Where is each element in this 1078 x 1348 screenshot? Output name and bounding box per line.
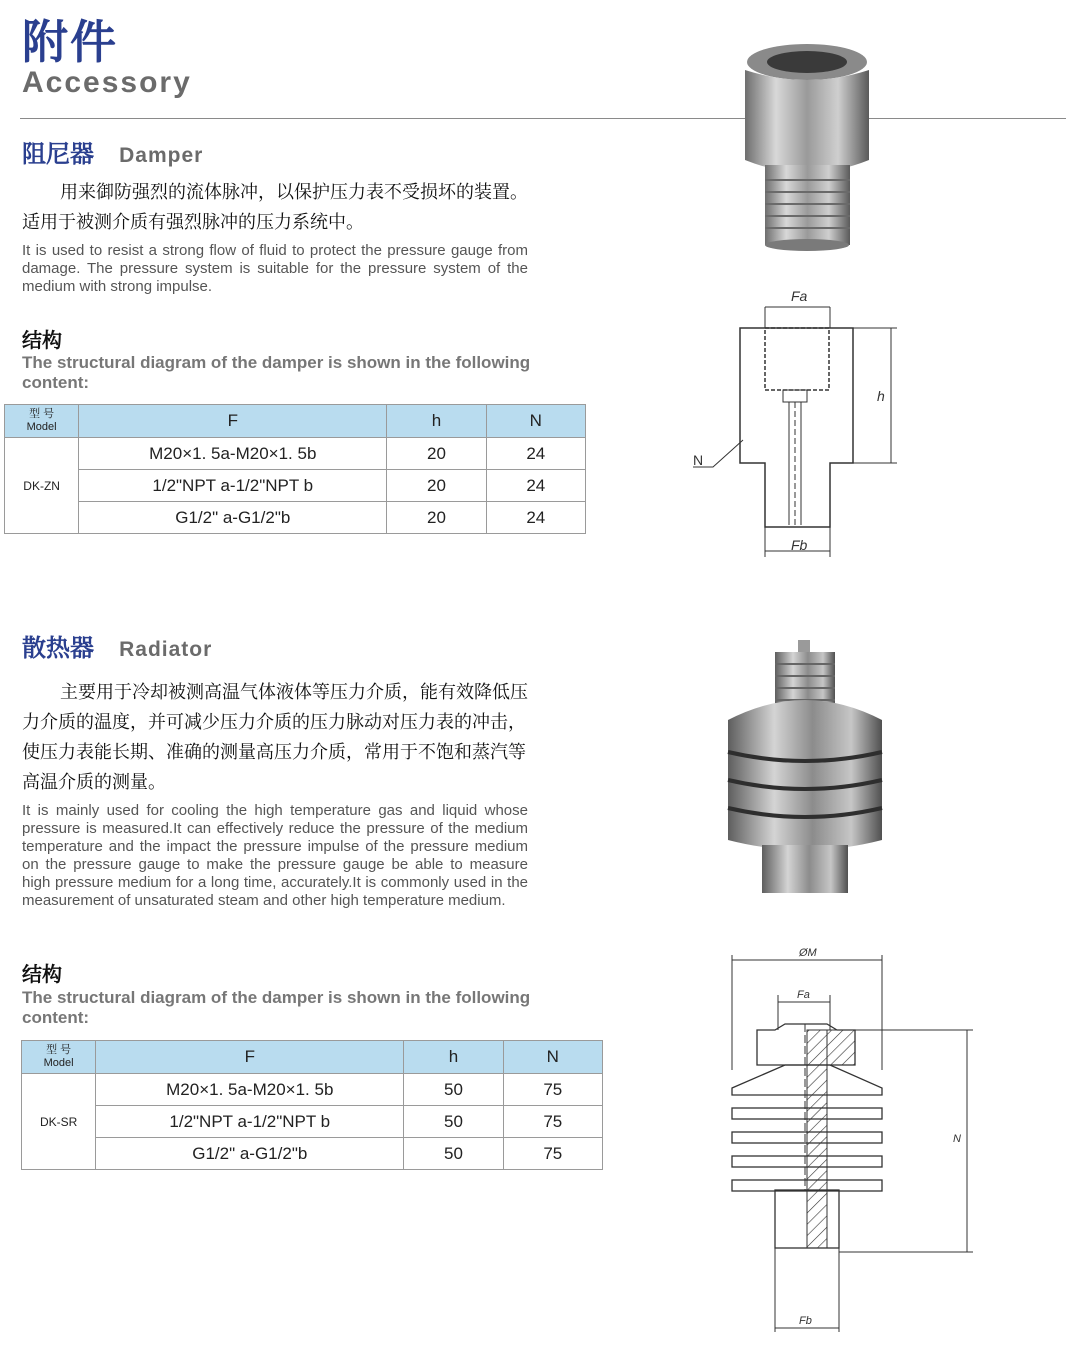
h-cell: 20 [387,470,486,502]
radiator-title-cn: 散热器 [22,634,94,662]
radiator-diagram [695,940,985,1335]
radiator-desc-en: It is mainly used for cooling the high temperature gas and liquid whose pressure is measured.It can effectively reduce the pressure of the medium temperature and the impact the pressure impulse of the pressure medium on the pressure gauge to make the pressure gauge be able to measure high pressure medium for a long time, accurately.It is commonly used in the measurement of unsaturated steam and other high temperature medium. [22,802,528,909]
model-header [5,405,79,438]
h-cell: 20 [387,438,486,470]
header-divider [20,118,1066,119]
n-header: N [486,405,585,438]
model-cell: DK-ZN [5,438,79,534]
f-cell: 1/2"NPT a-1/2"NPT b [79,470,387,502]
radiator-photo [720,640,890,895]
diagram-label-h: h [877,388,885,404]
table-row [22,1074,603,1106]
h-cell: 50 [404,1106,503,1138]
diagram-label-om: ØM [799,947,817,959]
model-header-cn: 型 号 [46,1044,72,1056]
h-header: h [404,1041,503,1074]
n-cell: 75 [503,1106,602,1138]
model-header-en: Model [26,421,57,433]
damper-title-cn: 阻尼器 [22,140,94,168]
f-cell: G1/2" a-G1/2"b [96,1138,404,1170]
diagram-label-fb: Fb [791,537,808,553]
radiator-heading [22,628,212,663]
h-header: h [387,405,486,438]
n-cell: 24 [486,470,585,502]
damper-spec-table [4,404,586,534]
h-cell: 50 [404,1074,503,1106]
damper-title-en: Damper [119,144,204,167]
h-cell: 20 [387,502,486,534]
table-row [5,470,586,502]
table-header-row [22,1041,603,1074]
n-cell: 75 [503,1138,602,1170]
diagram-label-fa: Fa [791,288,808,304]
damper-desc-en: It is used to resist a strong flow of fluid to protect the pressure gauge from damage. The pressure system is suitable for the pressure system of the medium with strong impulse. [22,242,528,295]
page-title-en: Accessory [22,66,192,99]
diagram-label-n: N [693,452,704,468]
radiator-title-en: Radiator [119,638,213,661]
page-title-cn: 附件 [22,15,118,69]
model-header [22,1041,96,1074]
f-cell: G1/2" a-G1/2"b [79,502,387,534]
n-header: N [503,1041,602,1074]
f-cell: M20×1. 5a-M20×1. 5b [96,1074,404,1106]
model-header-cn: 型 号 [29,408,55,420]
radiator-spec-table [21,1040,603,1170]
diagram-label-n: N [953,1133,961,1145]
radiator-structure-title: 结构 [22,962,62,986]
diagram-label-fa: Fa [797,989,810,1001]
damper-structure-title: 结构 [22,328,62,352]
table-header-row [5,405,586,438]
f-cell: M20×1. 5a-M20×1. 5b [79,438,387,470]
table-row [22,1106,603,1138]
f-cell: 1/2"NPT a-1/2"NPT b [96,1106,404,1138]
damper-desc-cn: 用来御防强烈的流体脉冲，以保护压力表不受损坏的装置。 适用于被测介质有强烈脉冲的压力系统中。 [22,182,528,233]
damper-photo [735,40,880,252]
damper-structure-desc: The structural diagram of the damper is shown in the following content: [22,353,531,392]
table-row [5,438,586,470]
f-header: F [79,405,387,438]
diagram-label-fb: Fb [799,1315,812,1327]
damper-diagram [685,285,905,560]
table-row [5,502,586,534]
h-cell: 50 [404,1138,503,1170]
n-cell: 24 [486,502,585,534]
damper-heading [22,134,203,169]
table-row [22,1138,603,1170]
radiator-desc-cn: 主要用于冷却被测高温气体液体等压力介质，能有效降低压力介质的温度，并可减少压力介质的压力脉动对压力表的冲击，使压力表能长期、准确的测量高压力介质，常用于不饱和蒸汽等高温介质的测量。 [22,682,528,793]
model-cell: DK-SR [22,1074,96,1170]
radiator-structure-desc: The structural diagram of the damper is shown in the following content: [22,988,531,1027]
n-cell: 24 [486,438,585,470]
n-cell: 75 [503,1074,602,1106]
model-header-en: Model [43,1057,74,1069]
f-header: F [96,1041,404,1074]
